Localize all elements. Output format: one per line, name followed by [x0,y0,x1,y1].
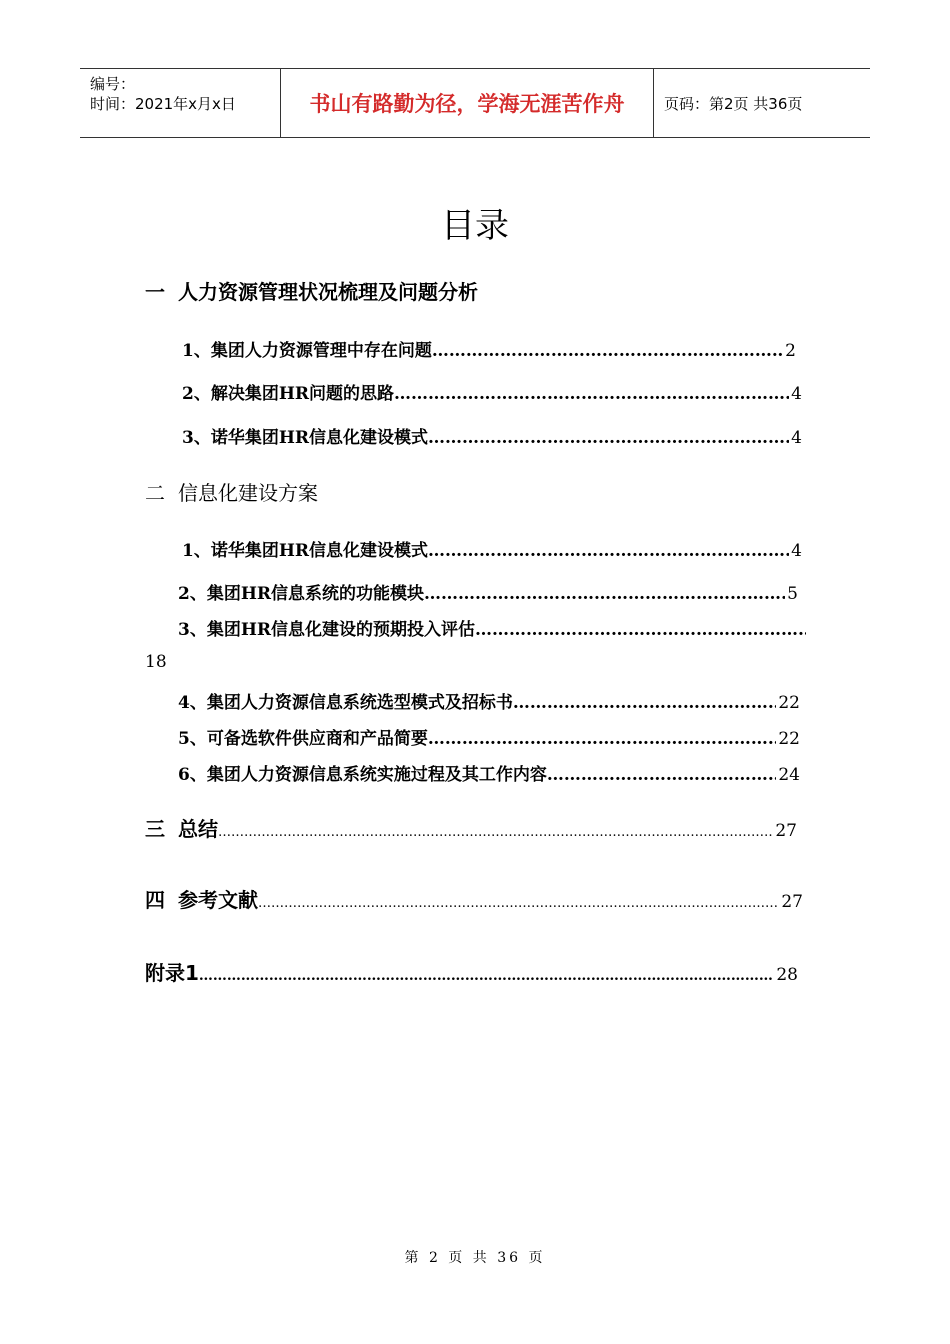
header-date: 时间：2021年x月x日 [90,95,236,113]
toc-entry-label: 2、解决集团HR问题的思路 [182,384,395,404]
toc-leader [394,384,789,404]
toc-entry-label: 3、集团HR信息化建设的预期投入评估 [178,620,476,640]
section-number: 四 [145,888,165,912]
toc-entry[interactable] [182,336,796,361]
toc-entry[interactable] [178,615,806,640]
toc-entry[interactable] [178,579,798,604]
header-motto-cell [281,69,654,137]
toc-entry-page: 28 [776,965,798,985]
header-number-label: 编号： [90,75,136,93]
toc-entry-label: 1、诺华集团HR信息化建设模式 [182,541,429,561]
toc-leader [428,428,789,448]
toc-leader [199,968,774,984]
toc-section-1[interactable] [145,276,478,305]
toc-appendix[interactable] [145,957,798,986]
toc-entry-page: 22 [778,729,800,749]
toc-entry-page: 27 [775,821,797,841]
toc-leader [428,729,777,749]
toc-leader [513,693,777,713]
section-label: 总结 [178,817,218,841]
section-label: 人力资源管理状况梳理及问题分析 [178,280,478,304]
toc-entry-page: 22 [778,693,800,713]
toc-entry-label: 2、集团HR信息系统的功能模块 [178,584,425,604]
toc-leader [475,620,806,640]
toc-section-4[interactable] [145,884,803,913]
toc-section-3[interactable] [145,813,797,842]
header-meta-cell [80,69,281,137]
toc-leader [428,541,789,561]
toc-entry-page: 24 [778,765,800,785]
toc-entry-page: 5 [787,584,798,604]
toc-section-2[interactable] [145,477,318,506]
section-number: 三 [145,817,165,841]
toc-leader [547,765,777,785]
header-page-cell [654,69,870,137]
toc-entry-label: 5、可备选软件供应商和产品简要 [178,729,428,749]
toc-entry[interactable] [178,688,800,713]
toc-title: 目录 [441,206,509,246]
toc-entry[interactable] [178,760,800,785]
page-footer: 第 2 页 共 36 页 [404,1250,546,1266]
toc-entry-label: 3、诺华集团HR信息化建设模式 [182,428,429,448]
toc-leader [432,341,783,361]
page-header [80,68,870,138]
toc-entry-page: 4 [791,384,802,404]
toc-entry-label: 4、集团人力资源信息系统选型模式及招标书 [178,693,513,713]
section-label: 信息化建设方案 [178,481,318,505]
toc-entry-page: 27 [781,892,803,912]
toc-entry-page: 2 [785,341,796,361]
section-label: 参考文献 [178,888,258,912]
toc-leader [424,584,785,604]
section-number: 一 [145,280,165,304]
toc-entry[interactable] [182,379,802,404]
toc-entry-page: 4 [791,428,802,448]
section-label: 附录1 [145,961,199,985]
toc-entry[interactable] [178,724,800,749]
toc-leader [258,896,779,911]
toc-entry-label: 1、集团人力资源管理中存在问题 [182,341,432,361]
header-page-info: 页码：第2页 共36页 [664,94,803,113]
toc-leader [218,825,773,840]
section-number: 二 [145,481,165,505]
toc-entry-page: 18 [145,652,167,672]
toc-entry[interactable] [182,423,802,448]
toc-entry[interactable] [182,536,802,561]
toc-entry-page: 4 [791,541,802,561]
header-motto: 书山有路勤为径，学海无涯苦作舟 [309,91,625,116]
toc-entry-label: 6、集团人力资源信息系统实施过程及其工作内容 [178,765,547,785]
